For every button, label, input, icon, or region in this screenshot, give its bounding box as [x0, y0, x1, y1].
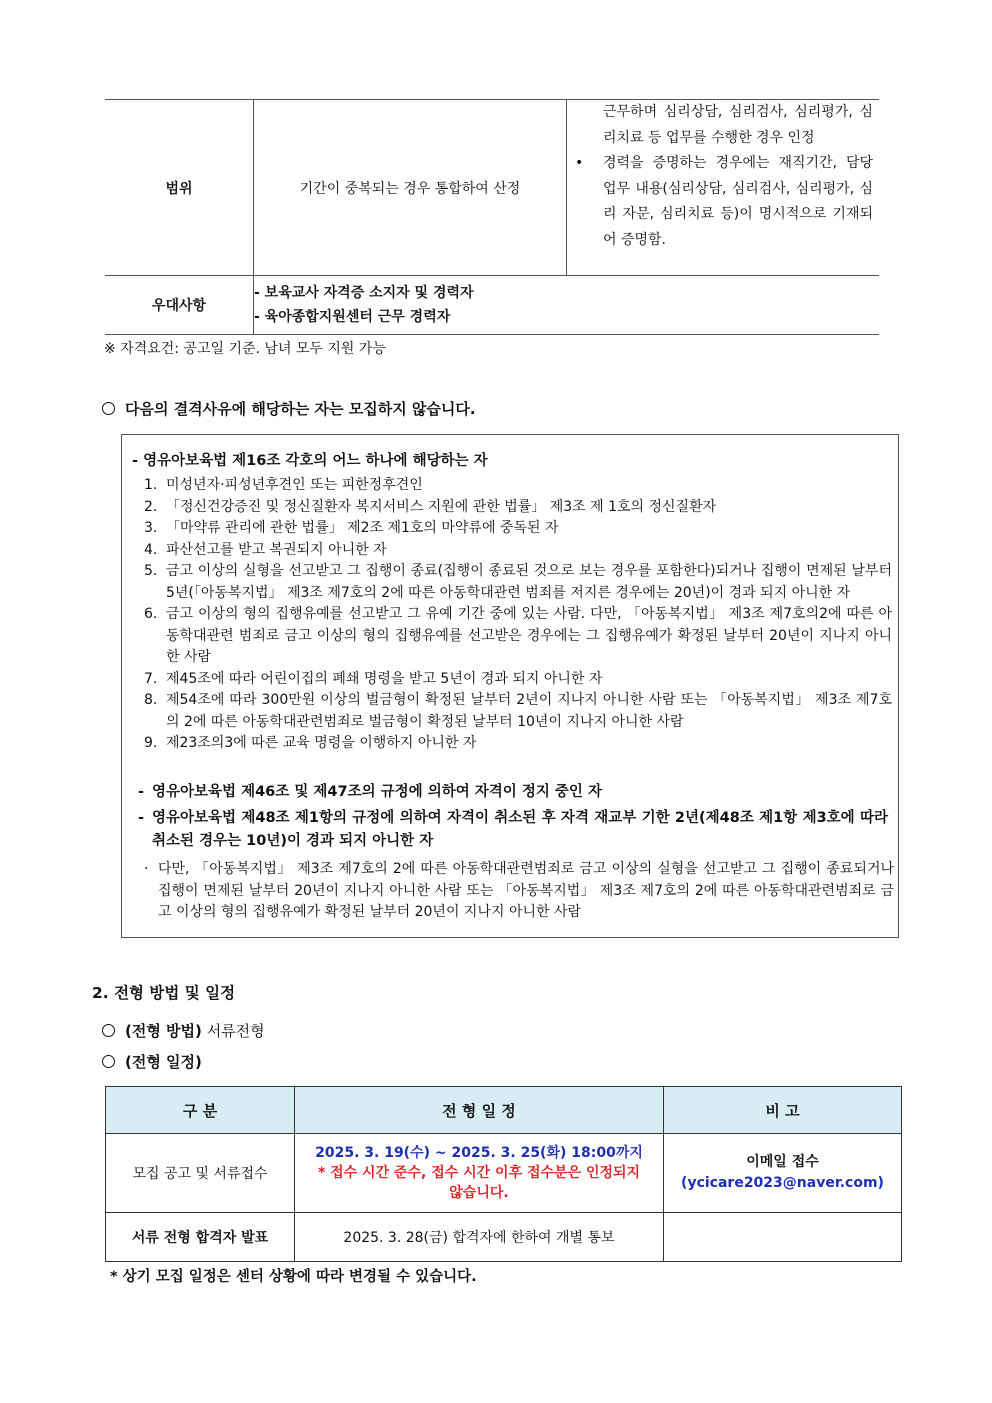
- circle-bullet-icon: [102, 1055, 115, 1068]
- list-item: 2. 「정신건강증진 및 정신질환자 복지서비스 지원에 관한 법률」 제3조 제 1호의 정신질환자: [144, 498, 717, 515]
- pref-item: - 보육교사 자격증 소지자 및 경력자: [254, 285, 474, 301]
- header-schedule: 전 형 일 정: [295, 1087, 664, 1134]
- bullet-mark: •: [575, 155, 584, 171]
- method-line: (전형 방법) 서류전형: [102, 1020, 265, 1041]
- pref-label: 우대사항: [105, 276, 254, 335]
- list-item: 6. 금고 이상의 형의 집행유예를 선고받고 그 유예 기간 중에 있는 사람. 다만, 「아동복지법」 제3조 제7호의2에 따른 아동학대관련 범죄로 금고 이상의 형의 집행유예를 선고받은 경우에는 그 집행유예가 확정된 날부터 20년이 지나지 아니한 사람: [144, 606, 892, 665]
- disqualification-list: [144, 475, 892, 755]
- footnote: * 상기 모집 일정은 센터 상황에 따라 변경될 수 있습니다.: [110, 1269, 477, 1285]
- list-item: 5. 금고 이상의 실형을 선고받고 그 집행이 종료(집행이 종료된 것으로 보는 경우를 포함한다)되거나 집행이 면제된 날부터 5년(「아동복지법」 제3조 제7호의 2에 따른 아동학대관련 범죄를 저지른 경우에는 20년)이 경과 되지 아니한 자: [144, 563, 892, 601]
- disqualification-heading: [102, 398, 476, 419]
- header-note: 비 고: [664, 1087, 902, 1134]
- schedule-table: [105, 1086, 902, 1262]
- qualification-note: ※ 자격요건: 공고일 기준. 남녀 모두 지원 가능: [104, 341, 386, 357]
- list-item: 9. 제23조의3에 따른 교육 명령을 이행하지 아니한 자: [144, 735, 477, 751]
- list-item: 4. 파산선고를 받고 복권되지 아니한 자: [144, 541, 387, 558]
- qualification-table: [105, 99, 879, 335]
- table-row: [106, 1134, 902, 1213]
- list-item: 3. 「마약류 관리에 관한 법률」 제2조 제1호의 마약류에 중독된 자: [144, 520, 559, 536]
- circle-bullet-icon: [102, 402, 115, 415]
- list-item: 8. 제54조에 따라 300만원 이상의 벌금형이 확정된 날부터 2년이 지나지 아니한 사람 또는 「아동복지법」 제3조 제7호의 2에 따른 아동학대관련범죄로 벌금형이 확정된 날부터 10년이 지나지 아니한 사람: [144, 692, 892, 730]
- suspension-item: - 영유아보육법 제46조 및 제47조의 규정에 의하여 자격이 정지 중인 자: [138, 784, 602, 800]
- disqualification-box: [121, 434, 899, 938]
- box-head: - 영유아보육법 제16조 각호의 어느 하나에 해당하는 자: [132, 453, 488, 469]
- range-middle: 기간이 중복되는 경우 통합하여 산정: [254, 100, 567, 276]
- section-title: 2. 전형 방법 및 일정: [92, 984, 236, 1002]
- email-address: (ycicare2023@naver.com): [681, 1175, 884, 1191]
- row1-schedule: [295, 1134, 664, 1213]
- row1-category: 모집 공고 및 서류접수: [106, 1134, 295, 1213]
- row2-category: 서류 전형 합격자 발표: [106, 1213, 295, 1262]
- pref-items: [254, 276, 880, 335]
- range-right-bullet: 경력을 증명하는 경우에는 재직기간, 담당 업무 내용(심리상담, 심리검사, 심리평가, 심리 자문, 심리치료 등)이 명시적으로 기재되어 증명함.: [603, 155, 873, 248]
- row2-schedule: 2025. 3. 28(금) 합격자에 한하여 개별 통보: [295, 1213, 664, 1262]
- disqualification-heading-text: 다음의 결격사유에 해당하는 자는 모집하지 않습니다.: [125, 400, 476, 418]
- table-row: [106, 1213, 902, 1262]
- schedule-line: (전형 일정): [102, 1051, 202, 1072]
- list-item: 7. 제45조에 따라 어린이집의 폐쇄 명령을 받고 5년이 경과 되지 아니한 자: [144, 670, 603, 687]
- row1-warning: * 접수 시간 준수, 접수 시간 이후 접수분은 인정되지 않습니다.: [317, 1165, 641, 1201]
- pref-item: - 육아종합지원센터 근무 경력자: [254, 309, 451, 325]
- range-right: [567, 100, 880, 276]
- list-item: 1. 미성년자·피성년후견인 또는 피한정후견인: [144, 477, 423, 493]
- revocation-item: - 영유아보육법 제48조 제1항의 규정에 의하여 자격이 취소된 후 자격 재교부 기한 2년(제48조 제1항 제3호에 따라 취소된 경우는 10년)이 경과 되지 아니한 자: [138, 810, 888, 849]
- range-right-cont: 근무하며 심리상담, 심리검사, 심리평가, 심리치료 등 업무를 수행한 경우 인정: [603, 104, 873, 146]
- circle-bullet-icon: [102, 1024, 115, 1037]
- row1-note: 이메일 접수 (ycicare2023@naver.com): [664, 1134, 902, 1213]
- exception-note: · 다만, 「아동복지법」 제3조 제7호의 2에 따른 아동학대관련범죄로 금고 이상의 실형을 선고받고 그 집행이 종료되거나 집행이 면제된 날부터 20년이 지나지 아니한 사람 또는 「아동복지법」 제3조 제7호의 2에 따른 아동학대관련범죄로 금고 이상의 형의 집행유예가 확정된 날부터 20년이 지나지 아니한 사람: [144, 861, 894, 920]
- header-category: 구 분: [106, 1087, 295, 1134]
- row2-note: [664, 1213, 902, 1262]
- row1-date: 2025. 3. 19(수) ~ 2025. 3. 25(화) 18:00까지: [315, 1145, 643, 1161]
- range-label: 범위: [105, 100, 254, 276]
